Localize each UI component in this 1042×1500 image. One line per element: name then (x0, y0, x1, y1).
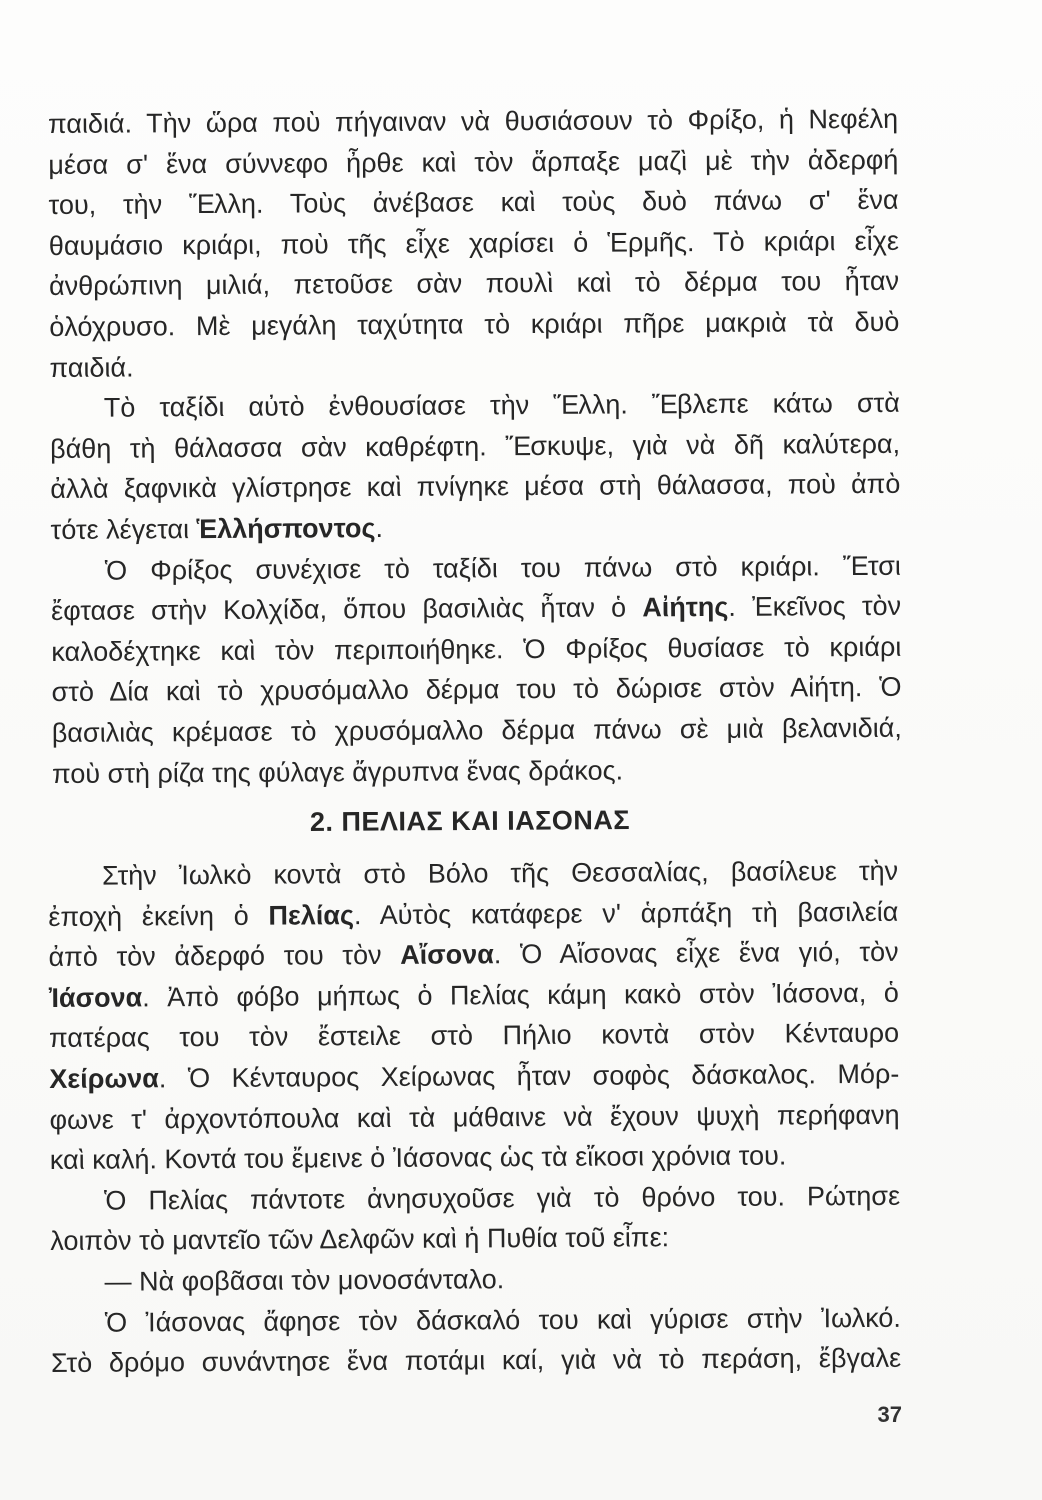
text-line (49, 973, 899, 1019)
dialogue-line: — Νὰ φοβᾶσαι τὸν μονοσάνταλο. (104, 1264, 505, 1297)
text-span: . Ἀπὸ φόβο μήπως ὁ Πελίας κάμη κακὸ στὸν Ἰάσονα, ὁ (142, 977, 899, 1013)
page-number: 37 (877, 1402, 902, 1427)
text-line (48, 891, 898, 937)
text-line (49, 1054, 899, 1100)
bold-term-pelias: Πελίας (268, 899, 355, 931)
text-line: παιδιά. Τὴν ὥρα ποὺ πήγαιναν νὰ θυσιάσουν τὸ Φρίξο, ἡ Νεφέλη (48, 103, 899, 139)
text-line: καὶ καλή. Κοντά του ἔμεινε ὁ Ἰάσονας ὡς τὰ εἴκοσι χρόνια του. (49, 1140, 787, 1176)
text-line: φωνε τ' ἀρχοντόπουλα καὶ τὰ μάθαινε νὰ ἔχουν ψυχὴ περήφανη (49, 1099, 900, 1135)
text-line: μέσα σ' ἕνα σύννεφο ἦρθε καὶ τὸν ἅρπαξε μαζὶ μὲ τὴν ἀδερφή (48, 144, 899, 180)
text-span: τότε λέγεται (50, 514, 197, 545)
bottom-text-block (48, 851, 901, 1384)
text-line: Στὸ δρόμο συνάντησε ἕνα ποτάμι καί, γιὰ νὰ τὸ περάση, ἔβγαλε (51, 1342, 902, 1379)
text-line: Στὴν Ἰωλκὸ κοντὰ στὸ Βόλο τῆς Θεσσαλίας, βασίλευε τὴν (102, 855, 899, 891)
text-line: Ὁ Πελίας πάντοτε ἀνησυχοῦσε γιὰ τὸ θρόνο του. Ρώτησε (104, 1180, 901, 1216)
bold-term-aison: Αἴσονα (400, 939, 494, 971)
bold-term-iason: Ἰάσονα (48, 982, 143, 1013)
text-line: λοιπὸν τὸ μαντεῖο τῶν Δελφῶν καὶ ἡ Πυθία τοῦ εἶπε: (50, 1222, 670, 1257)
text-span: ἔφτασε στὴν Κολχίδα, ὅπου βασιλιὰς ἦταν ὁ (51, 592, 643, 627)
text-span: . Ἐκεῖνος τὸν (728, 590, 902, 622)
text-line: ὁλόχρυσο. Μὲ μεγάλη ταχύτητα τὸ κριάρι πῆρε μακριὰ τὰ δυὸ (49, 306, 900, 342)
bold-term-hellespont: Ἑλλήσποντος (196, 512, 376, 545)
section-heading: 2. ΠΕΛΙΑΣ ΚΑΙ ΙΑΣΟΝΑΣ (309, 805, 631, 837)
text-line: ἀνθρώπινη μιλιά, πετοῦσε σὰν πουλὶ καὶ τὸ δέρμα του ἦταν (49, 266, 900, 302)
text-line: πατέρας του τὸν ἔστειλε στὸ Πήλιο κοντὰ στὸν Κένταυρο (49, 1018, 900, 1054)
text-line: ποὺ στὴ ρίζα της φύλαγε ἄγρυπνα ἕνας δράκος. (51, 754, 624, 789)
text-line: Ὁ Φρίξος συνέχισε τὸ ταξίδι του πάνω στὸ κριάρι. Ἔτσι (104, 550, 901, 586)
top-text-block (48, 99, 902, 794)
text-line: Ὁ Ἰάσονας ἄφησε τὸν δάσκαλό του καὶ γύρισε στὴν Ἰωλκό. (104, 1302, 901, 1338)
text-line: Τὸ ταξίδι αὐτὸ ἐνθουσίασε τὴν Ἕλλη. Ἔβλεπε κάτω στὰ (103, 387, 900, 423)
text-span: . Ὁ Αἴσονας εἶχε ἕνα γιό, τὸν (493, 936, 899, 970)
text-span: ἐποχὴ ἐκείνη ὁ (48, 900, 269, 932)
text-span: . Ὁ Κένταυρος Χείρωνας ἦταν σοφὸς δάσκαλος. Μόρ- (158, 1058, 900, 1094)
text-line: θαυμάσιο κριάρι, ποὺ τῆς εἶχε χαρίσει ὁ Ἑρμῆς. Τὸ κριάρι εἶχε (48, 225, 899, 261)
text-line: βάθη τὴ θάλασσα σὰν καθρέφτη. Ἔσκυψε, γιὰ νὰ δῆ καλύτερα, (50, 428, 901, 464)
text-span: ἀπὸ τὸν ἀδερφό του τὸν (48, 940, 401, 973)
text-span: . Αὐτὸς κατάφερε ν' ἁρπάξη τὴ βασιλεία (353, 896, 899, 930)
bold-term-cheiron: Χείρωνα (49, 1063, 159, 1094)
bold-term-aietes: Αἰήτης (642, 591, 729, 623)
text-line: του, τὴν Ἕλλη. Τοὺς ἀνέβασε καὶ τοὺς δυὸ πάνω σ' ἕνα (48, 184, 899, 221)
text-line: βασιλιὰς κρέμασε τὸ χρυσόμαλλο δέρμα πάνω σὲ μιὰ βελανιδιά, (51, 712, 902, 748)
text-line (48, 932, 898, 978)
text-line: καλοδέχτηκε καὶ τὸν περιποιήθηκε. Ὁ Φρίξος θυσίασε τὸ κριάρι (51, 631, 902, 667)
text-span: . (375, 512, 384, 543)
text-line: στὸ Δία καὶ τὸ χρυσόμαλλο δέρμα του τὸ δώρισε στὸν Αἰήτη. Ὁ (51, 672, 902, 708)
text-line (51, 586, 901, 632)
text-line: ἀλλὰ ξαφνικὰ γλίστρησε καὶ πνίγηκε μέσα στὴ θάλασσα, ποὺ ἀπὸ (50, 469, 901, 505)
text-line: παιδιά. (49, 352, 134, 383)
text-line (50, 505, 900, 551)
